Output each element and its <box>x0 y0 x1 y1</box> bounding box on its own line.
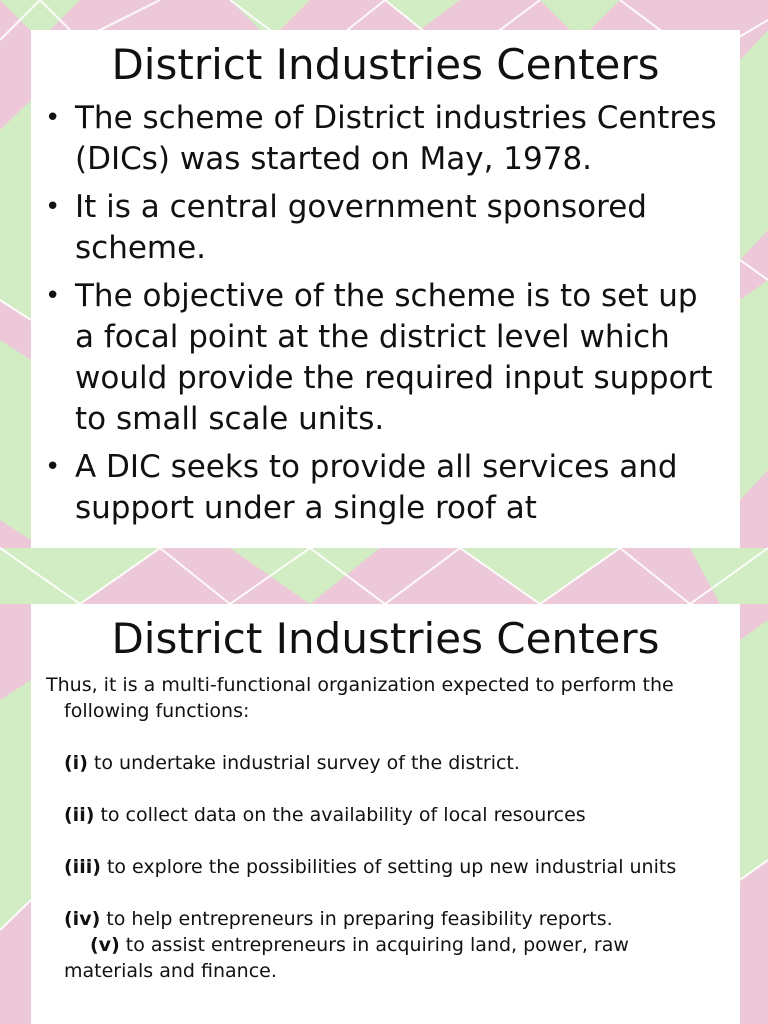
function-item: (iv) to help entrepreneurs in preparing feasibility reports. <box>64 908 613 930</box>
slide-1-bullet-list <box>31 98 740 529</box>
slide-2 <box>31 604 740 1024</box>
function-item: (i) to undertake industrial survey of the district. <box>64 752 520 774</box>
function-number: (iv) <box>64 908 101 930</box>
function-number: (ii) <box>64 804 95 826</box>
bullet-icon: • <box>45 103 61 133</box>
bullet-icon: • <box>45 192 61 222</box>
function-item: (ii) to collect data on the availability of local resources <box>64 804 586 826</box>
slide-1 <box>31 30 740 548</box>
bullet-item: • The scheme of District industries Centres (DICs) was started on May, 1978. <box>45 100 717 177</box>
bullet-item: • It is a central government sponsored scheme. <box>45 189 647 266</box>
slide-1-title: District Industries Centers <box>111 40 660 89</box>
function-item: (iii) to explore the possibilities of setting up new industrial units <box>64 856 677 878</box>
bullet-item: • The objective of the scheme is to set up a focal point at the district level which would provide the required input support to small scale units. <box>45 278 713 437</box>
slide-2-title: District Industries Centers <box>111 614 660 663</box>
bullet-item: • A DIC seeks to provide all services and support under a single roof at <box>45 449 678 526</box>
slide-2-intro: Thus, it is a multi-functional organization expected to perform the following functions: <box>46 674 674 722</box>
function-item: (v) to assist entrepreneurs in acquiring land, power, raw materials and finance. <box>64 934 629 982</box>
bullet-icon: • <box>45 452 61 482</box>
function-number: (iii) <box>64 856 101 878</box>
function-number: (v) <box>90 934 120 956</box>
function-number: (i) <box>64 752 88 774</box>
bullet-icon: • <box>45 281 61 311</box>
